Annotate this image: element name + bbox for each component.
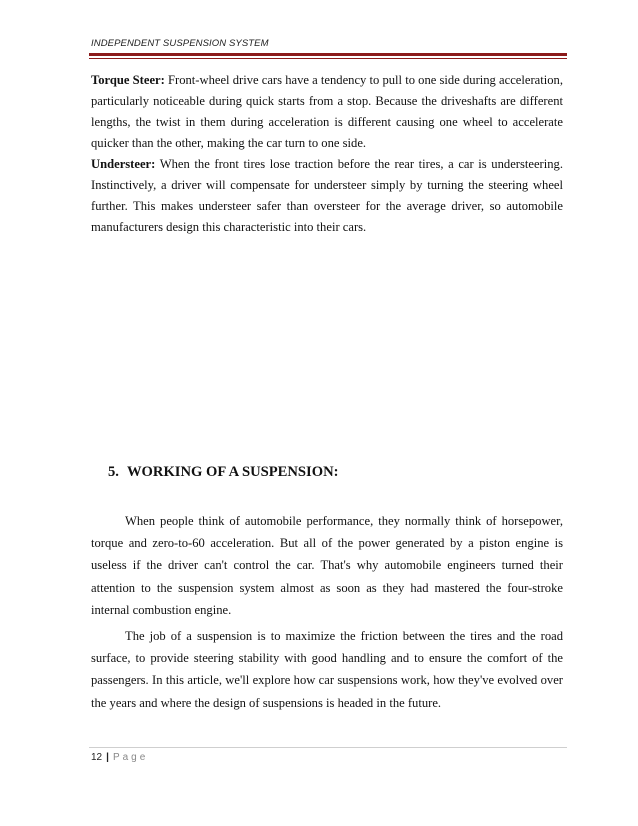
section-heading — [108, 464, 338, 481]
understeer-paragraph — [91, 154, 563, 238]
footer-separator: | — [106, 752, 109, 763]
footer-rule — [89, 747, 567, 748]
torque-steer-term: Torque Steer: — [91, 73, 165, 87]
section-title: WORKING OF A SUSPENSION: — [126, 464, 339, 480]
page-footer — [91, 752, 148, 763]
page-label: Page — [112, 752, 149, 763]
running-header: INDEPENDENT SUSPENSION SYSTEM — [91, 38, 269, 49]
torque-steer-paragraph — [91, 70, 563, 154]
working-paragraph-1: When people think of automobile performance, they normally think of horsepower, torque and zero-to-60 acceleration. But all of the power generated by a piston engine is useless if the driver can't control the car. That's why automobile engineers turned their attention to the suspension system almost as soon as they had mastered the four-stroke internal combustion engine. — [91, 514, 563, 617]
understeer-term: Understeer: — [91, 157, 156, 171]
torque-steer-text: Front-wheel drive cars have a tendency to pull to one side during acceleration, particularly noticeable during quick starts from a stop. Because the driveshafts are different lengths, the twist in them during acceleration is different causing one wheel to accelerate quicker than the other, making the car turn to one side. — [91, 73, 563, 150]
section-number: 5. — [108, 464, 119, 480]
understeer-text: When the front tires lose traction before the rear tires, a car is understeering. Instinctively, a driver will compensate for understeer simply by turning the steering wheel further. This makes understeer safer than oversteer for the average driver, so automobile manufacturers design this characteristic into their cars. — [91, 157, 563, 234]
working-paragraph-2: The job of a suspension is to maximize the friction between the tires and the road surface, to provide steering stability with good handling and to ensure the comfort of the passengers. In this article, we'll explore how car suspensions work, how they've evolved over the years and where the design of suspensions is headed in the future. — [91, 629, 563, 710]
header-rule-thick — [89, 53, 567, 56]
header-rule-thin — [89, 58, 567, 59]
page-number: 12 — [91, 752, 103, 763]
